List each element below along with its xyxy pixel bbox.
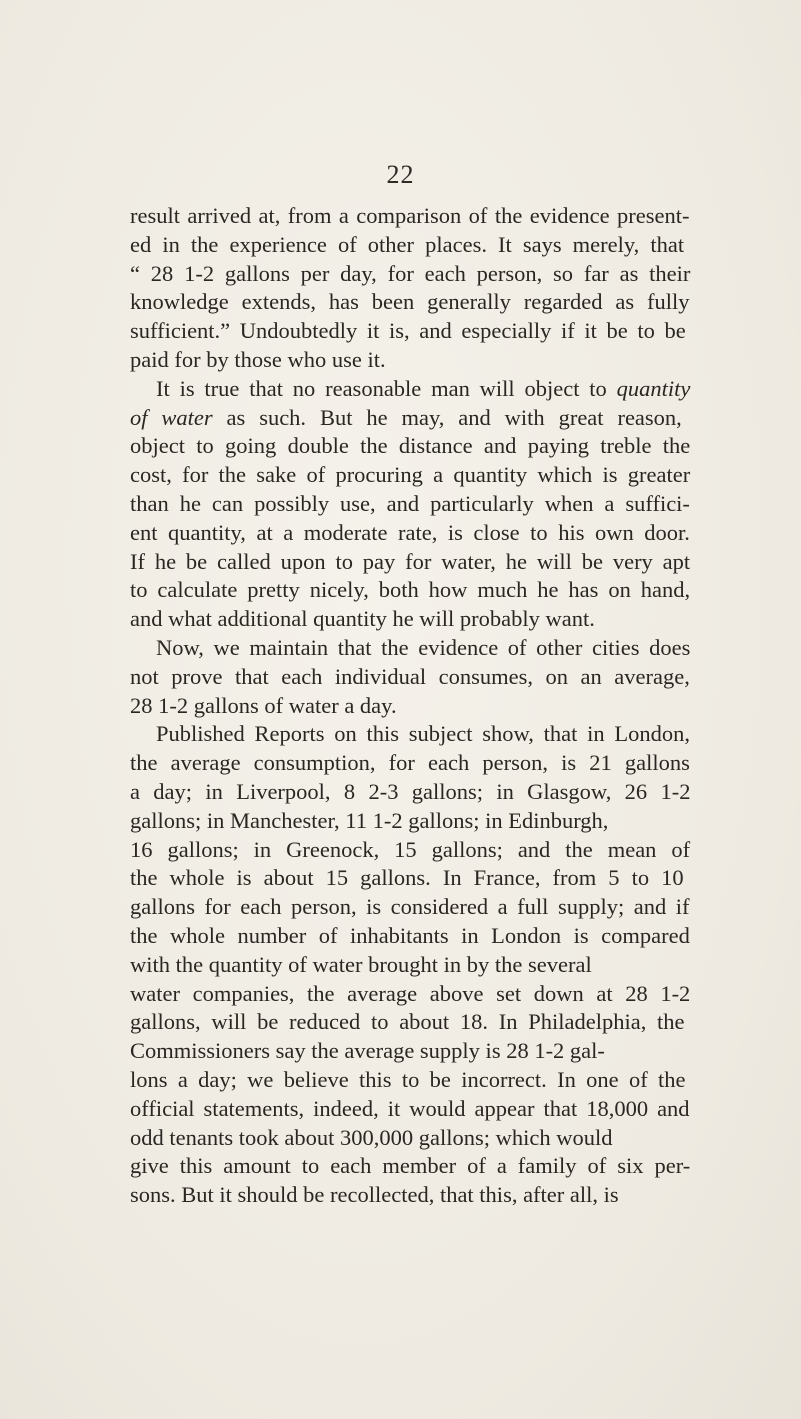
line-text: not prove that each individual consumes, on an average, <box>130 663 690 689</box>
text-line <box>130 663 690 692</box>
page-number: 22 <box>386 160 415 189</box>
text-line <box>130 1008 690 1037</box>
line-text: If he be called upon to pay for water, he will be very apt <box>130 548 691 574</box>
text-line <box>130 202 690 231</box>
line-text: paid for by those who use it. <box>130 346 386 372</box>
line-text: ed in the experience of other places. It says merely, that <box>130 231 685 257</box>
text-line <box>130 893 690 922</box>
text-line <box>130 864 690 893</box>
line-text: lons a day; we believe this to be incorrect. In one of the <box>130 1066 686 1092</box>
line-text: 16 gallons; in Greenock, 15 gallons; and the mean of <box>130 836 691 862</box>
line-text: as such. But he may, and with great reason, <box>212 404 682 430</box>
text-line <box>130 346 690 375</box>
text-line <box>130 432 690 461</box>
line-text: Published Reports on this subject show, that in London, <box>156 721 691 747</box>
line-text: cost, for the sake of procuring a quantity which is greater <box>130 462 691 488</box>
text-line <box>130 375 690 404</box>
text-line <box>130 1095 690 1124</box>
text-line <box>130 634 690 663</box>
line-text: official statements, indeed, it would appear that 18,000 and <box>130 1095 690 1121</box>
text-line <box>130 576 690 605</box>
line-text: the whole is about 15 gallons. In France, from 5 to 10 <box>130 865 684 891</box>
line-text: knowledge extends, has been generally regarded as fully <box>130 289 690 315</box>
line-text: result arrived at, from a comparison of the evidence present- <box>130 203 690 228</box>
text-line <box>130 461 690 490</box>
line-text: with the quantity of water brought in by the several <box>130 951 592 977</box>
text-line <box>130 1181 690 1210</box>
text-line <box>130 1152 690 1181</box>
line-text: 28 1-2 gallons of water a day. <box>130 692 397 718</box>
text-line <box>130 749 690 778</box>
line-text: and what additional quantity he will probably want. <box>130 606 595 632</box>
italic-phrase: quantity <box>616 375 691 401</box>
line-text: to calculate pretty nicely, both how much he has on hand, <box>130 577 691 603</box>
line-text: a day; in Liverpool, 8 2-3 gallons; in Glasgow, 26 1-2 <box>130 778 691 804</box>
line-text: sons. But it should be recollected, that this, after all, is <box>130 1182 619 1208</box>
line-text: the average consumption, for each person, is 21 gallons <box>130 750 690 776</box>
text-line <box>130 1037 690 1066</box>
line-text: than he can possibly use, and particularly when a suffici- <box>130 490 690 516</box>
text-line <box>130 692 690 721</box>
line-text: It is true that no reasonable man will object to <box>156 375 617 401</box>
line-text: gallons, will be reduced to about 18. In Philadelphia, the <box>130 1009 685 1035</box>
text-line <box>130 778 690 807</box>
text-line <box>130 1124 690 1153</box>
text-line <box>130 922 690 951</box>
text-line <box>130 951 690 980</box>
text-line <box>130 1066 690 1095</box>
text-line <box>130 231 690 260</box>
text-line <box>130 980 690 1009</box>
line-text: Commissioners say the average supply is 28 1-2 gal- <box>130 1038 605 1064</box>
line-text: object to going double the distance and paying treble the <box>130 433 691 459</box>
line-text: ent quantity, at a moderate rate, is close to his own door. <box>130 519 690 545</box>
body-text <box>130 202 690 1210</box>
line-text: gallons for each person, is considered a full supply; and if <box>130 894 690 920</box>
text-line <box>130 605 690 634</box>
italic-phrase: of water <box>130 404 213 430</box>
line-text: Now, we maintain that the evidence of other cities does <box>156 634 691 660</box>
text-line <box>130 519 690 548</box>
text-line <box>130 288 690 317</box>
line-text: the whole number of inhabitants in London is compared <box>130 922 690 948</box>
text-line <box>130 548 690 577</box>
line-text: odd tenants took about 300,000 gallons; which would <box>130 1124 613 1150</box>
text-line <box>130 807 690 836</box>
line-text: sufficient.” Undoubtedly it is, and especially if it be to be <box>130 318 686 344</box>
text-line <box>130 836 690 865</box>
line-text: give this amount to each member of a family of six per- <box>130 1153 691 1179</box>
text-line <box>130 260 690 289</box>
text-line <box>130 490 690 519</box>
line-text: water companies, the average above set down at 28 1-2 <box>130 980 691 1006</box>
line-text: “ 28 1-2 gallons per day, for each person, so far as their <box>130 260 691 286</box>
text-line <box>130 317 690 346</box>
text-line <box>130 404 690 433</box>
text-line <box>130 720 690 749</box>
line-text: gallons; in Manchester, 11 1-2 gallons; in Edinburgh, <box>130 807 609 833</box>
